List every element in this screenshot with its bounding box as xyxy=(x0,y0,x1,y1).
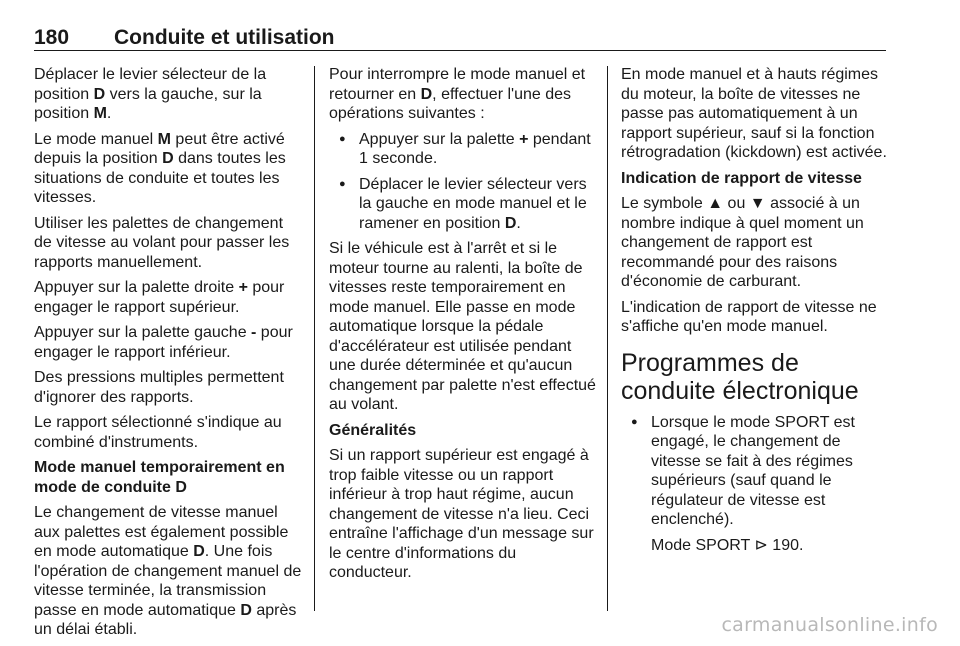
watermark: carmanualsonline.info xyxy=(721,614,938,636)
page-ref-arrow-icon: ⊳ xyxy=(754,536,768,554)
triangle-down-icon: ▼ xyxy=(749,195,766,212)
paragraph: Utiliser les palettes de changement de vitesse au volant pour passer les rapports manuellement. xyxy=(34,214,290,271)
paragraph: Le mode manuel M peut être activé depuis la position D dans toutes les situations de conduite et toutes les vitesses. xyxy=(34,130,286,206)
page-reference[interactable]: Mode SPORT ⊳ 190. xyxy=(651,536,804,554)
page-header xyxy=(34,20,886,50)
paragraph: Déplacer le levier sélecteur de la position D vers la gauche, sur la position M. xyxy=(34,66,267,122)
triangle-up-icon: ▲ xyxy=(707,195,724,212)
column-1 xyxy=(34,65,302,646)
paragraph: En mode manuel et à hauts régimes du moteur, la boîte de vitesses ne passe pas automatiquement à un rapport supérieur, sauf si la fonction rétrogradation (kickdown) est activée. xyxy=(621,66,887,161)
subheading: Généralités xyxy=(329,421,417,439)
chapter-title: Conduite et utilisation xyxy=(114,26,335,49)
paragraph: Le changement de vitesse manuel aux palettes est également possible en mode automatique D. Une fois l'opération de changement manuel de vitesse terminée, la transmission passe en mode automatique D après un délai établi. xyxy=(34,504,302,638)
paragraph: Appuyer sur la palette droite + pour engager le rapport supérieur. xyxy=(34,279,285,316)
subheading: Indication de rapport de vitesse xyxy=(621,169,862,187)
paragraph: Pour interrompre le mode manuel et retourner en D, effectuer l'une des opérations suivantes : xyxy=(329,66,586,122)
paragraph: Si le véhicule est à l'arrêt et si le moteur tourne au ralenti, la boîte de vitesses reste temporairement en mode manuel. Elle passe en mode automatique lorsque la pédale d'accélérateur est utilisée pendant une durée déterminée et qu'aucun changement par palette n'est effectué au volant. xyxy=(329,240,596,413)
paragraph: L'indication de rapport de vitesse ne s'affiche qu'en mode manuel. xyxy=(621,298,877,335)
column-2 xyxy=(329,65,599,589)
column-3 xyxy=(621,65,891,561)
paragraph: Des pressions multiples permettent d'ignorer des rapports. xyxy=(34,369,284,406)
column-divider-2 xyxy=(607,66,608,611)
paragraph: Si un rapport supérieur est engagé à trop faible vitesse ou un rapport inférieur à trop haut régime, aucun changement de vitesse n'a lieu. Ceci entraîne l'affichage d'un message sur le centre d'informations du conducteur. xyxy=(329,447,594,581)
paragraph: Le rapport sélectionné s'indique au combiné d'instruments. xyxy=(34,414,282,451)
bullet-list xyxy=(329,130,599,234)
header-rule xyxy=(34,50,886,51)
page-number: 180 xyxy=(34,26,70,49)
bullet-list xyxy=(621,413,891,530)
list-item: ● Lorsque le mode SPORT est engagé, le changement de vitesse se fait à des régimes supérieurs (sauf quand le régulateur de vitesse est enclenché). xyxy=(621,413,891,530)
paragraph: Le symbole ▲ ou ▼ associé à un nombre indique à quel moment un changement de rapport est recommandé pour des raisons d'économie de carburant. xyxy=(621,195,864,290)
list-item: ● Appuyer sur la palette + pendant 1 seconde. xyxy=(329,130,599,169)
column-divider-1 xyxy=(314,66,315,611)
list-item: ● Déplacer le levier sélecteur vers la gauche en mode manuel et le ramener en position D. xyxy=(329,175,599,234)
section-title: Programmes de conduite électronique xyxy=(621,348,859,405)
subheading: Mode manuel temporairement en mode de conduite D xyxy=(34,459,285,496)
paragraph: Appuyer sur la palette gauche - pour engager le rapport inférieur. xyxy=(34,324,293,361)
